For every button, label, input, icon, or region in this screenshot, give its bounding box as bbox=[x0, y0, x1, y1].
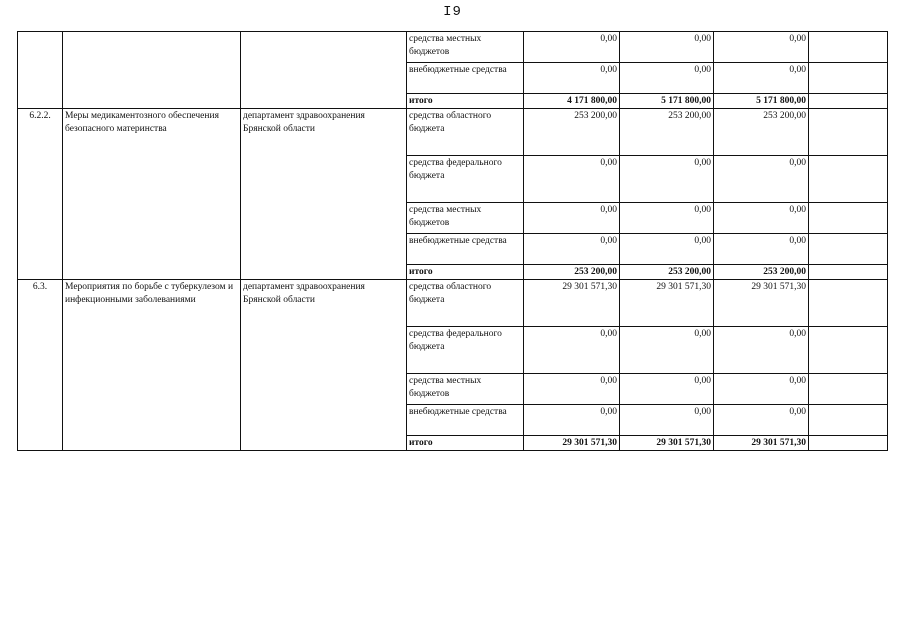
empty-cell bbox=[809, 265, 888, 280]
measure-name-cell bbox=[63, 32, 241, 109]
table-row bbox=[18, 32, 888, 63]
value-cell: 0,00 bbox=[620, 156, 714, 203]
table-row bbox=[18, 109, 888, 156]
funding-source-cell: внебюджетные средства bbox=[407, 405, 524, 436]
empty-cell bbox=[809, 109, 888, 156]
empty-cell bbox=[809, 374, 888, 405]
value-cell: 0,00 bbox=[524, 32, 620, 63]
value-cell: 0,00 bbox=[714, 32, 809, 63]
page-number: I9 bbox=[443, 4, 462, 20]
empty-cell bbox=[809, 94, 888, 109]
funding-source-cell: средства местных бюджетов bbox=[407, 203, 524, 234]
value-cell: 253 200,00 bbox=[714, 109, 809, 156]
funding-source-cell: внебюджетные средства bbox=[407, 234, 524, 265]
empty-cell bbox=[809, 156, 888, 203]
value-cell: 0,00 bbox=[620, 374, 714, 405]
total-value-cell: 253 200,00 bbox=[524, 265, 620, 280]
value-cell: 0,00 bbox=[524, 234, 620, 265]
funding-source-cell: средства областного бюджета bbox=[407, 280, 524, 327]
empty-cell bbox=[809, 63, 888, 94]
value-cell: 0,00 bbox=[620, 203, 714, 234]
funding-source-cell: средства федерального бюджета bbox=[407, 327, 524, 374]
measure-name-cell: Меры медикаментозного обеспечения безопасного материнства bbox=[63, 109, 241, 280]
budget-table bbox=[17, 31, 888, 451]
total-value-cell: 29 301 571,30 bbox=[524, 436, 620, 451]
value-cell: 253 200,00 bbox=[620, 109, 714, 156]
value-cell: 0,00 bbox=[620, 32, 714, 63]
funding-source-cell: итого bbox=[407, 94, 524, 109]
value-cell: 0,00 bbox=[714, 405, 809, 436]
value-cell: 0,00 bbox=[524, 156, 620, 203]
code-cell: 6.3. bbox=[18, 280, 63, 451]
code-cell: 6.2.2. bbox=[18, 109, 63, 280]
empty-cell bbox=[809, 32, 888, 63]
value-cell: 0,00 bbox=[714, 156, 809, 203]
measure-name-cell: Мероприятия по борьбе с туберкулезом и инфекционными заболеваниями bbox=[63, 280, 241, 451]
value-cell: 0,00 bbox=[620, 63, 714, 94]
value-cell: 0,00 bbox=[714, 327, 809, 374]
empty-cell bbox=[809, 436, 888, 451]
funding-source-cell: средства областного бюджета bbox=[407, 109, 524, 156]
empty-cell bbox=[809, 234, 888, 265]
value-cell: 29 301 571,30 bbox=[620, 280, 714, 327]
empty-cell bbox=[809, 280, 888, 327]
value-cell: 0,00 bbox=[524, 327, 620, 374]
total-value-cell: 29 301 571,30 bbox=[620, 436, 714, 451]
value-cell: 0,00 bbox=[620, 234, 714, 265]
value-cell: 0,00 bbox=[714, 63, 809, 94]
funding-source-cell: средства местных бюджетов bbox=[407, 32, 524, 63]
total-value-cell: 253 200,00 bbox=[620, 265, 714, 280]
executor-cell bbox=[241, 32, 407, 109]
empty-cell bbox=[809, 203, 888, 234]
executor-cell: департамент здравоохранения Брянской области bbox=[241, 109, 407, 280]
empty-cell bbox=[809, 405, 888, 436]
value-cell: 0,00 bbox=[524, 405, 620, 436]
value-cell: 29 301 571,30 bbox=[714, 280, 809, 327]
table-row bbox=[18, 280, 888, 327]
total-value-cell: 4 171 800,00 bbox=[524, 94, 620, 109]
value-cell: 0,00 bbox=[524, 374, 620, 405]
funding-source-cell: средства местных бюджетов bbox=[407, 374, 524, 405]
total-value-cell: 5 171 800,00 bbox=[620, 94, 714, 109]
value-cell: 0,00 bbox=[620, 327, 714, 374]
value-cell: 0,00 bbox=[714, 374, 809, 405]
funding-source-cell: средства федерального бюджета bbox=[407, 156, 524, 203]
code-cell bbox=[18, 32, 63, 109]
total-value-cell: 29 301 571,30 bbox=[714, 436, 809, 451]
funding-source-cell: итого bbox=[407, 265, 524, 280]
value-cell: 0,00 bbox=[714, 234, 809, 265]
funding-source-cell: внебюджетные средства bbox=[407, 63, 524, 94]
executor-cell: департамент здравоохранения Брянской области bbox=[241, 280, 407, 451]
total-value-cell: 253 200,00 bbox=[714, 265, 809, 280]
value-cell: 29 301 571,30 bbox=[524, 280, 620, 327]
funding-source-cell: итого bbox=[407, 436, 524, 451]
value-cell: 0,00 bbox=[714, 203, 809, 234]
value-cell: 253 200,00 bbox=[524, 109, 620, 156]
value-cell: 0,00 bbox=[524, 203, 620, 234]
value-cell: 0,00 bbox=[524, 63, 620, 94]
value-cell: 0,00 bbox=[620, 405, 714, 436]
total-value-cell: 5 171 800,00 bbox=[714, 94, 809, 109]
empty-cell bbox=[809, 327, 888, 374]
